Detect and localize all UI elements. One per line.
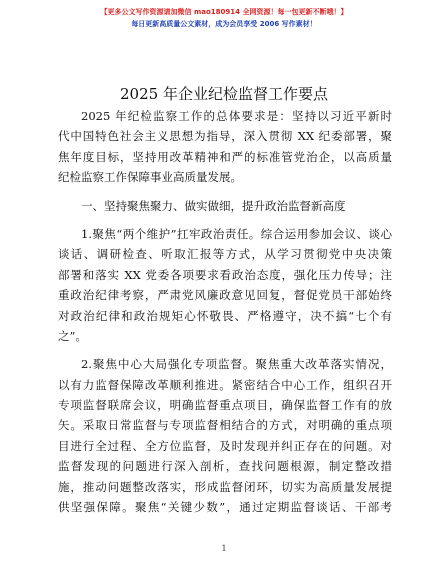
body-line: 2025 年纪检监察工作的总体要求是：坚持以习近平新时	[81, 109, 392, 123]
paragraph-item-2	[58, 354, 392, 517]
body-line: 2.聚焦中心大局强化专项监督。聚焦重大改革落实情况，	[81, 357, 392, 372]
paragraph-intro	[58, 106, 392, 188]
body-line: 之”。	[58, 328, 87, 343]
promo-banner-line-1: 【更多公文写作资源请加微信 mao180914 全网资源！每一包更新不断哦！】	[100, 8, 348, 16]
body-line: 矢。采取日常监督与专项监督相结合的方式，对明确的重点项	[58, 418, 392, 433]
body-line: 代中国特色社会主义思想为指导，深入贯彻 XX 纪委部署，聚	[58, 129, 392, 144]
body-line: 重政治纪律考察，严肃党风廉政意见回复，督促党员干部始终	[58, 288, 392, 303]
body-line: 焦年度目标，坚持用改革精神和严的标准管党治企，以高质量	[58, 149, 392, 164]
body-line: 1.聚焦“两个维护”扛牢政治责任。综合运用参加会议、谈心	[81, 226, 392, 241]
section-heading-text: 一、坚持聚焦聚力、做实做细，提升政治监督新高度	[81, 198, 346, 213]
body-line: 专项监督联席会议，明确监督重点项目，确保监督工作有的放	[58, 398, 392, 413]
body-line: 监督发现的问题进行深入剖析，查找问题根源，制定整改措	[58, 459, 392, 474]
document-title: 2025 年企业纪检监督工作要点	[120, 85, 328, 103]
body-line: 部署和落实 XX 党委各项要求看政治态度，强化压力传导；注	[58, 267, 392, 282]
page-number: 1	[221, 544, 227, 553]
body-line: 纪检监察工作保障事业高质量发展。	[58, 170, 242, 185]
body-line: 谈话、调研检查、听取汇报等方式，从学习贯彻党中央决策	[58, 247, 392, 262]
body-line: 以有力监督保障改革顺利推进。紧密结合中心工作，组织召开	[58, 377, 392, 392]
body-line: 施，推动问题整改落实，形成监督闭环，切实为高质量发展提	[58, 479, 392, 494]
paragraph-item-1	[58, 224, 392, 346]
body-line: 对政治纪律和政治规矩心怀敬畏、严格遵守，决不搞“七个有	[58, 308, 392, 323]
promo-banner-line-2: 每日更新高质量公文素材，成为会员享受 2006 写作素材！	[131, 20, 317, 28]
document-body	[58, 106, 392, 517]
body-line: 目进行全过程、全方位监督，及时发现并纠正存在的问题。对	[58, 438, 392, 453]
body-line: 供坚强保障。聚焦“关键少数”，通过定期监督谈话、干部考	[58, 500, 392, 515]
section-heading	[58, 196, 392, 216]
